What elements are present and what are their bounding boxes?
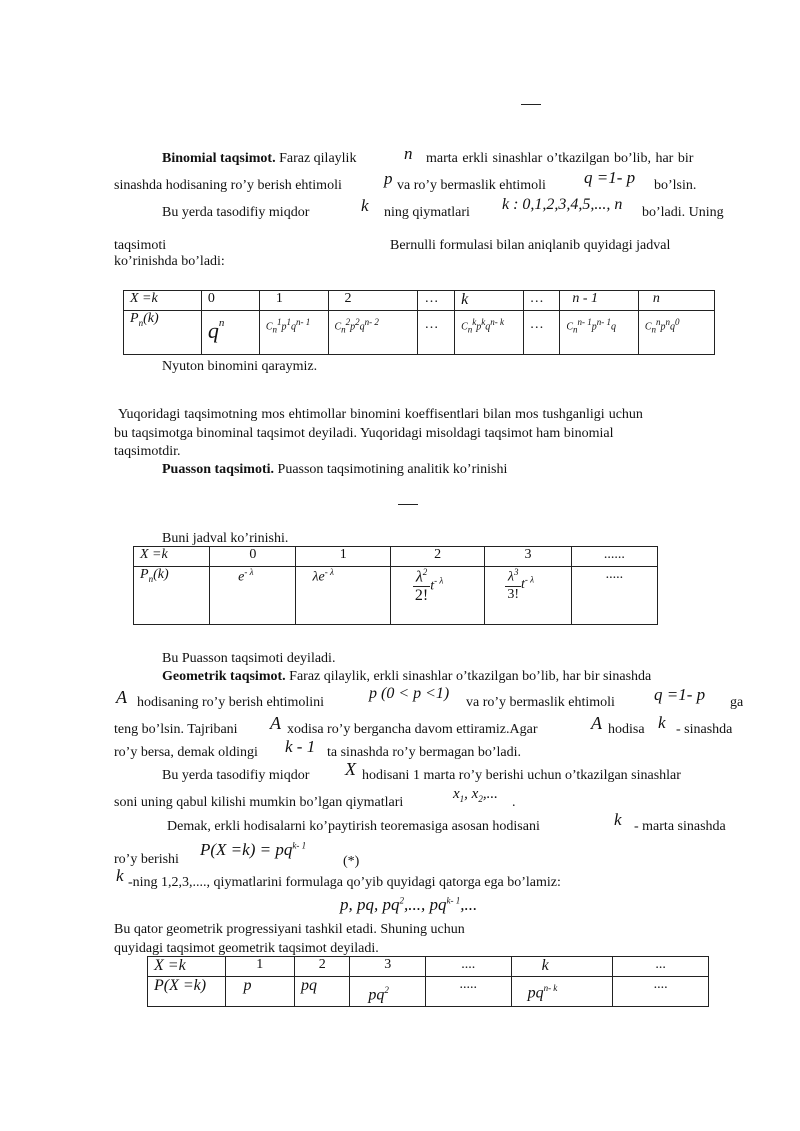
geometric-line-10: Bu qator geometrik progressiyani tashkil etadi. Shuning uchun	[114, 922, 465, 937]
binomial-line-4b: Bernulli formulasi bilan aniqlanib quyidagi jadval	[390, 238, 671, 253]
geometric-title: Geometrik taqsimot.	[162, 669, 286, 684]
puasson-title: Puasson taqsimoti.	[162, 462, 275, 477]
geometric-line-6b: .	[512, 795, 516, 810]
geometric-line-3d: - sinashda	[676, 722, 733, 737]
geometric-line-7a: Demak, erkli hodisalarni ko’paytirish teoremasiga asosan hodisani	[167, 819, 540, 834]
binomial-line-5: ko’rinishda bo’ladi:	[114, 254, 225, 269]
geometric-line-3b: xodisa ro’y berganсha davom ettiramiz.Agar	[287, 722, 538, 737]
nyuton-text: Nyuton binomini qaraymiz.	[162, 359, 318, 374]
puasson-line: Puasson taqsimoti. Puasson taqsimotining analitik ko’rinishi	[162, 462, 508, 477]
binomial-line-3b: ning qiymatlari	[384, 205, 470, 220]
p-condition: p (0 < p <1)	[369, 685, 450, 702]
cell-qn: $q^n$	[201, 311, 259, 355]
var-k-4: k	[116, 866, 124, 885]
geometric-line-4b: ta sinashda ro’y bermagan bo’ladi.	[327, 745, 521, 760]
binomial-line-3c: bo’ladi. Uning	[642, 205, 724, 220]
x-values: $x_1$, $x_2$,...	[453, 786, 498, 804]
var-A-1: A	[116, 687, 127, 707]
geometric-line-6a: soni uning qabul kilishi mumkin bo’lgan qiymatlari	[114, 795, 404, 810]
puasson-conclusion: Bu Puasson taqsimoti deyiladi.	[162, 651, 336, 666]
geometric-line-9: -ning 1,2,3,...., qiymatlarini formulaga qo’yib quyidagi qatorga ega bo’lamiz:	[128, 875, 561, 890]
binomial-explain-1: Yuqoridagi taqsimotning mos ehtimollar binomini koeffisentlari bilan mos tushganligi uchun	[118, 407, 643, 422]
var-k-2: k	[658, 713, 666, 732]
formula-placeholder-top	[521, 104, 541, 105]
formula-star: (*)	[343, 854, 360, 869]
binomial-line-2a: sinashda hodisaning ro’y berish ehtimoli	[114, 178, 342, 193]
geometric-line-7b: - marta sinashda	[634, 819, 726, 834]
jadval-text: Buni jadval ko’rinishi.	[162, 531, 289, 546]
geometric-line-11: quyidagi taqsimot geometrik taqsimot deyiladi.	[114, 941, 379, 956]
geometric-line-4a: ro’y bersa, demak oldingi	[114, 745, 258, 760]
geometric-line-3a: teng bo’lsin. Tajribani	[114, 722, 238, 737]
geometric-line-2a: hodisaning ro’y berish ehtimolini	[137, 695, 325, 710]
geometric-line-2c: ga	[730, 695, 744, 710]
geometric-line-5a: Bu yerda tasodifiy miqdor	[162, 768, 310, 783]
var-k-3: k	[614, 810, 622, 829]
geometric-line-8a: ro’y berishi	[114, 852, 179, 867]
var-k: k	[361, 196, 369, 215]
cell-header: X =k	[124, 291, 202, 311]
binomial-explain-3: taqsimotdir.	[114, 444, 181, 459]
var-A-2: A	[270, 713, 281, 733]
geometric-line-2b: va ro’y bermaslik ehtimoli	[466, 695, 615, 710]
binomial-line-2b: va ro’y bermaslik ehtimoli	[397, 178, 546, 193]
binomial-line-1b: marta erkli sinashlar o’tkazilgan bo’lib, har bir	[426, 151, 694, 166]
binomial-table: X =k 0 1 2 … k … n - 1 n $P_n(k)$ $q^n$ $C_n^1p^1q^{n- 1}$ $C_n^2p^2q^{n- 2}$ … $C_n^kp^kq^{n- k}$ … $C_n^{n- 1}p^{n- 1}q$ $C_n^np^nq^0$	[123, 290, 715, 355]
binomial-explain-2: bu taqsimotga binominal taqsimot deyiladi. Yuqoridagi misoldagi taqsimot ham binomial	[114, 426, 614, 441]
geometric-line-1: Geometrik taqsimot. Faraz qilaylik, erkli sinashlar o’tkazilgan bo’lib, har bir sinashda	[162, 669, 652, 684]
var-p: p	[384, 169, 393, 188]
q-eq: q =1- p	[584, 168, 636, 187]
binomial-title: Binomial taqsimot.	[162, 151, 276, 166]
geometric-table: X =k 1 2 3 .... k ... P(X =k) p pq $pq^2$ ..... $pq^{n- k}$ ....	[147, 956, 709, 1007]
geometric-formula: $P(X =k) = pq^{k- 1}$	[200, 840, 307, 859]
geometric-line-3c: hodisa	[608, 722, 645, 737]
binomial-line-4a: taqsimoti	[114, 238, 167, 253]
geometric-line-5b: hodisani 1 marta ro’y berishi uchun o’tkazilgan sinashlar	[362, 768, 681, 783]
q-eq-2: q =1- p	[654, 685, 706, 704]
k-values: k : 0,1,2,3,4,5,..., n	[502, 196, 623, 213]
binomial-line-1: Binomial taqsimot. Faraz qilaylik	[162, 151, 357, 166]
var-A-3: A	[591, 713, 602, 733]
k-minus-1: k - 1	[285, 737, 316, 756]
binomial-line-3a: Bu yerda tasodifiy miqdor	[162, 205, 310, 220]
cell-Pn: $P_n(k)$	[124, 311, 202, 355]
geometric-series: p, pq, $pq^2$,..., $pq^{k- 1}$,...	[340, 895, 478, 914]
puasson-table: X =k 0 1 2 3 ...... $P_n(k)$ $e^{- \lambda}$ $\lambda e^{- \lambda}$ $\frac{\lambda^2}{2!}$ $t^{- \lambda}$ $\frac{\lambda^3}{3!}$ $t^{- \lambda}$ .....	[133, 546, 658, 625]
var-X: X	[345, 759, 356, 779]
binomial-line-2c: bo’lsin.	[654, 178, 697, 193]
formula-placeholder-puasson	[398, 504, 418, 505]
var-n: n	[404, 144, 413, 163]
